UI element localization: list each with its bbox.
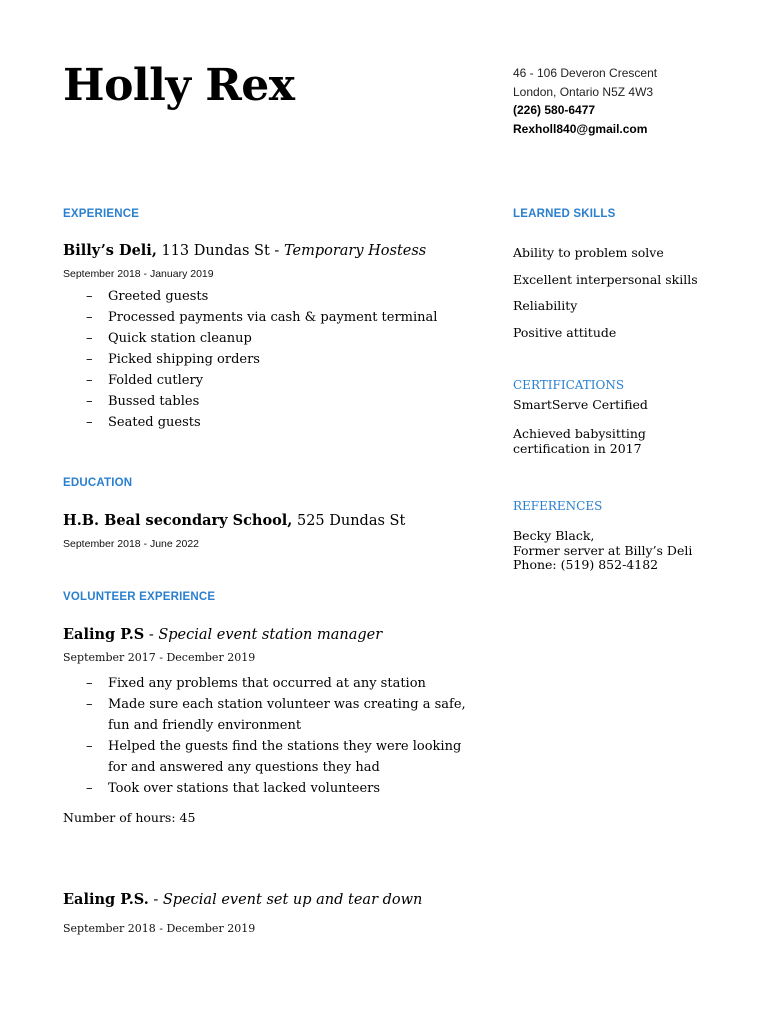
certification-item: SmartServe Certified [513,397,648,412]
address-line-2: London, Ontario N5Z 4W3 [513,84,654,99]
job-duties-list [63,286,483,433]
dash-bullet: – [86,697,93,712]
volunteer-dates-1: September 2017 - December 2019 [63,651,256,664]
dash-bullet: – [86,331,93,346]
job-title-line [63,242,426,259]
reference-block [513,529,692,573]
skill-item: Ability to problem solve [513,245,664,260]
certifications-heading: CERTIFICATIONS [513,378,625,392]
volunteer-dates-2: September 2018 - December 2019 [63,922,256,935]
separator: - [148,892,163,908]
list-item [63,286,483,307]
volunteer-duties-list [63,673,483,799]
list-item-text: Helped the guests find the stations they were looking for and answered any questions they had [108,739,462,775]
education-heading: EDUCATION [63,477,133,489]
list-item [63,328,483,349]
school-name: H.B. Beal secondary School, [63,512,293,529]
volunteer-heading: VOLUNTEER EXPERIENCE [63,591,216,603]
list-item [63,307,483,328]
reference-name: Becky Black, [513,528,595,543]
list-item [63,736,483,778]
dash-bullet: – [86,394,93,409]
list-item-text: Made sure each station volunteer was creating a safe, fun and friendly environment [108,697,466,733]
reference-phone: Phone: (519) 852-4182 [513,557,659,572]
contact-block [513,64,657,138]
list-item-text: Bussed tables [108,394,200,409]
education-line [63,512,405,529]
volunteer-org: Ealing P.S [63,626,145,643]
references-heading: REFERENCES [513,499,603,513]
skill-item: Excellent interpersonal skills [513,272,698,287]
list-item [63,694,483,736]
dash-bullet: – [86,289,93,304]
resume-name: Holly Rex [63,60,295,111]
volunteer-org-2: Ealing P.S. [63,891,149,908]
dash-bullet: – [86,739,93,754]
skill-item: Positive attitude [513,325,617,340]
list-item-text: Folded cutlery [108,373,204,388]
address-line-1: 46 - 106 Deveron Crescent [513,66,658,80]
list-item [63,391,483,412]
job-role: Temporary Hostess [283,243,427,259]
list-item [63,778,483,799]
reference-position: Former server at Billy’s Deli [513,542,693,558]
job-employer: Billy’s Deli, [63,242,157,259]
dash-bullet: – [86,676,93,691]
skill-item: Reliability [513,298,578,313]
separator: - [144,627,159,643]
dash-bullet: – [86,310,93,325]
list-item-text: Took over stations that lacked volunteers [108,781,381,796]
volunteer-role: Special event station manager [158,627,383,643]
volunteer-hours: Number of hours: 45 [63,810,196,825]
school-address: 525 Dundas St [292,513,406,529]
list-item-text: Processed payments via cash & payment terminal [108,310,438,325]
list-item [63,673,483,694]
experience-heading: EXPERIENCE [63,208,140,220]
email-address: Rexholl840@gmail.com [513,121,648,136]
list-item-text: Picked shipping orders [108,352,260,367]
job-location: 113 Dundas St - [156,243,284,259]
skills-heading: LEARNED SKILLS [513,208,616,220]
job-dates: September 2018 - January 2019 [63,268,214,280]
education-dates: September 2018 - June 2022 [63,538,200,550]
certification-item: Achieved babysitting certification in 2017 [513,426,646,456]
list-item-text: Seated guests [108,415,201,430]
list-item [63,370,483,391]
dash-bullet: – [86,373,93,388]
list-item-text: Greeted guests [108,289,209,304]
volunteer-title-line-2 [63,891,422,908]
dash-bullet: – [86,781,93,796]
dash-bullet: – [86,352,93,367]
phone-number: (226) 580-6477 [513,103,596,117]
list-item [63,412,483,433]
volunteer-role-2: Special event set up and tear down [162,892,423,908]
list-item-text: Quick station cleanup [108,331,252,346]
list-item [63,349,483,370]
list-item-text: Fixed any problems that occurred at any station [108,676,426,691]
dash-bullet: – [86,415,93,430]
volunteer-title-line-1 [63,626,382,643]
